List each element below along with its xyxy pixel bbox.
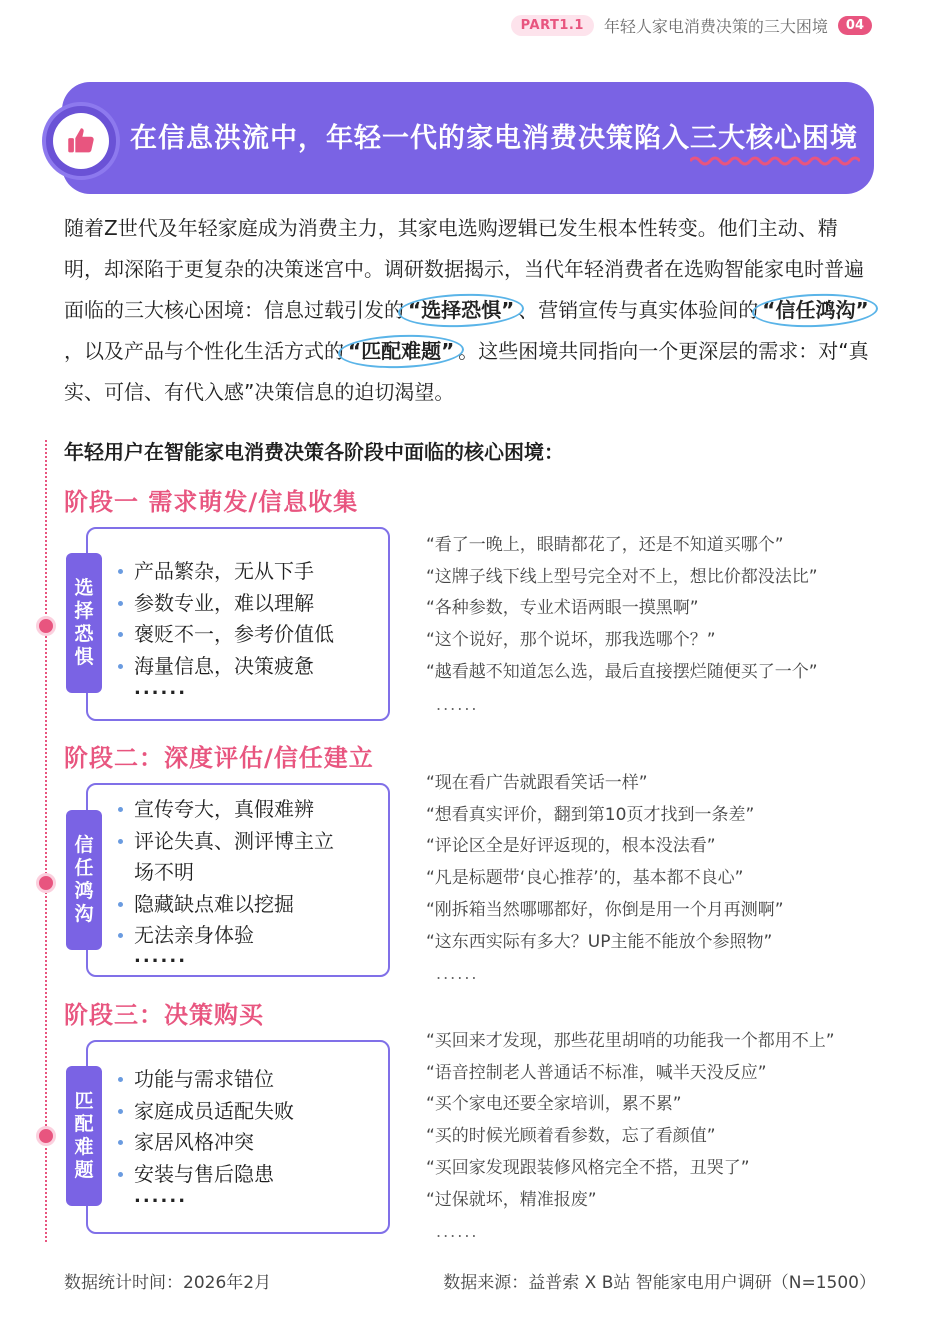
chapter-title: 年轻人家电消费决策的三大困境 [603,17,828,36]
stage-2-tag: 信 任 鸿 沟 [66,810,102,950]
stage-1-title: 阶段一 需求萌发/信息收集 [64,488,359,516]
quote: “凡是标题带‘良心推荐’的，基本都不良心” [426,868,744,889]
quote: “刚拆箱当然哪哪都好，你倒是用一个月再测啊” [426,899,784,920]
quote: “这牌子线下线上型号完全对不上，想比价都没法比” [426,566,818,587]
stage-3-tag: 匹 配 难 题 [66,1066,102,1206]
quote: “语音控制老人普通话不标准，喊半天没反应” [426,1062,767,1083]
quote: “想看真实评价，翻到第10页才找到一条差” [426,804,755,825]
section-title: 年轻用户在智能家电消费决策各阶段中面临的核心困境： [64,440,564,464]
quote-more: ...... [436,964,479,984]
quote: “越看越不知道怎么选，最后直接摆烂随便买了一个” [426,661,818,682]
quote-more: ...... [436,694,479,714]
stage-1-tag: 选 择 恐 惧 [66,553,102,693]
stage-1-points [118,556,334,682]
stage-2-more: ...... [134,946,188,967]
quote: “买回来才发现，那些花里胡哨的功能我一个都用不上” [426,1031,835,1051]
footer-date: 数据统计时间：2026年2月 [64,1273,272,1293]
list-item: 宣传夸大，真假难辨 [118,794,334,826]
stage-1-more: ...... [134,678,188,699]
list-item: 家居风格冲突 [118,1127,294,1159]
highlight-match-problem: “匹配难题” [344,331,458,372]
quote: “各种参数，专业术语两眼一摸黑啊” [426,598,699,619]
stage-3-title: 阶段三：决策购买 [64,1001,264,1029]
stage-2-points [118,794,334,952]
quote: “这个说好，那个说坏，那我选哪个？” [426,630,716,651]
quote: “这东西实际有多大？UP主能不能放个参照物” [426,931,773,952]
footer-source: 数据来源：益普索 X B站 智能家电用户调研（N=1500） [443,1273,876,1293]
list-item: 安装与售后隐患 [118,1159,294,1191]
stage-1-quotes [426,530,818,720]
quote: “现在看广告就跟看笑话一样” [426,773,648,793]
timeline-dot-2 [36,873,56,893]
list-item: 场不明 [134,860,194,884]
quote: “买个家电还要全家培训，累不累” [426,1094,682,1115]
page-header [511,14,872,37]
stage-3-quotes [426,1026,835,1248]
timeline-line [45,440,47,1242]
intro-paragraph: 随着Z世代及年轻家庭成为消费主力，其家电选购逻辑已发生根本性转变。他们主动、精明，却深陷于更复杂的决策迷宫中。调研数据揭示，当代年轻消费者在选购智能家电时普遍面临的三大核心困境：信息过载引发的 “选择恐惧” 、营销宣传与真实体验间的 “信任鸿沟”，以及产品与个性化生活方式的 “匹配难题” 。这些困境共同指向一个更深层的需求：对“真实、可信、有代入感”决策信息的迫切渴望。 [64,208,876,413]
list-item: 评论失真、测评博主立 [118,826,334,858]
highlight-choice-fear: “选择恐惧” [404,290,518,331]
list-item: 隐藏缺点难以挖掘 [118,889,334,921]
list-item: 产品繁杂，无从下手 [118,556,334,588]
timeline-dot-3 [36,1126,56,1146]
thumbs-up-icon [42,102,120,180]
stage-2-title: 阶段二：深度评估/信任建立 [64,744,374,772]
quote-more: ...... [436,1222,479,1242]
list-item: 参数专业，难以理解 [118,588,334,620]
timeline-dot-1 [36,616,56,636]
quote: “买的时候光顾着看参数，忘了看颜值” [426,1126,716,1147]
highlight-trust-gap: “信任鸿沟” [758,290,872,331]
quote: “买回家发现跟装修风格完全不搭，丑哭了” [426,1157,750,1178]
quote: “过保就坏，精准报废” [426,1189,597,1210]
squiggle-underline [690,155,860,167]
list-item: 无法亲身体验 [118,920,334,952]
list-item: 褒贬不一，参考价值低 [118,619,334,651]
quote: “看了一晚上，眼睛都花了，还是不知道买哪个” [426,535,784,555]
part-badge: PART1.1 [511,15,594,36]
stage-3-points [118,1064,294,1190]
list-item: 功能与需求错位 [118,1064,294,1096]
list-item: 海量信息，决策疲惫 [118,651,334,683]
list-item: 家庭成员适配失败 [118,1096,294,1128]
banner-title: 在信息洪流中，年轻一代的家电消费决策陷入三大核心困境 [130,123,858,154]
quote: “评论区全是好评返现的，根本没法看” [426,836,716,857]
stage-2-quotes [426,768,784,990]
stage-3-more: ...... [134,1186,188,1207]
page-number: 04 [838,16,872,35]
